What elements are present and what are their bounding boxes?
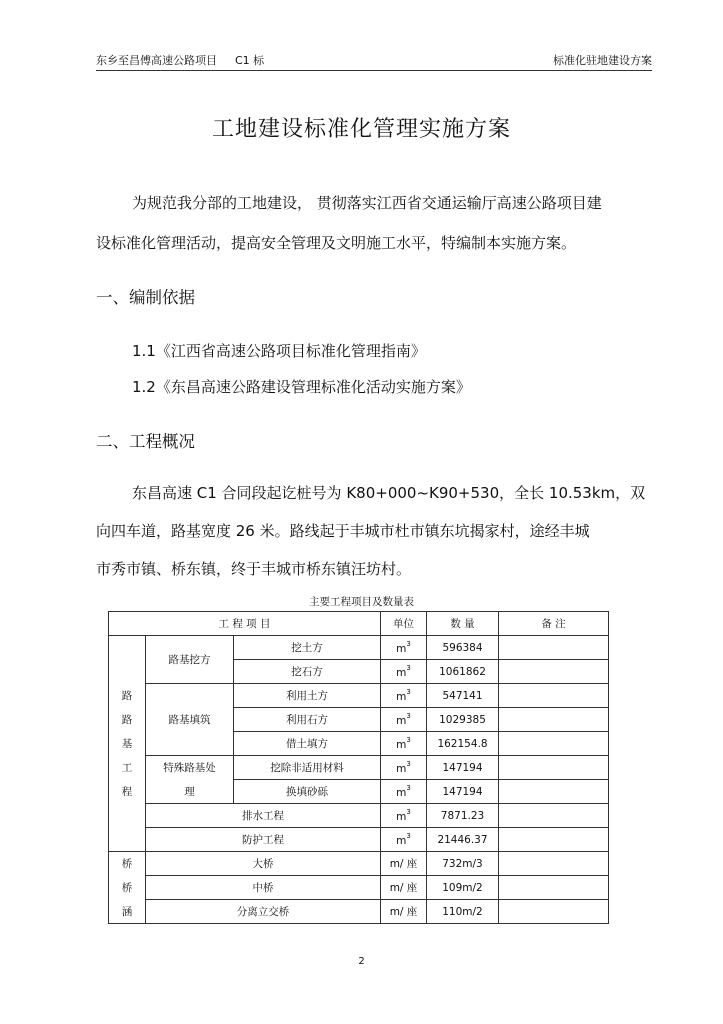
qty-cell: 596384 xyxy=(427,636,499,660)
item-name: 中桥 xyxy=(146,876,381,900)
table-row xyxy=(109,780,609,804)
category-char: 桥 xyxy=(109,876,146,900)
unit-cell: $m^3$ xyxy=(381,828,427,852)
table-row xyxy=(109,852,609,876)
qty-cell: 109m/2 xyxy=(427,876,499,900)
intro-line-2: 设标准化管理活动，提高安全管理及文明施工水平，特编制本实施方案。 xyxy=(96,234,577,252)
group-special-line-2: 理 xyxy=(146,780,234,804)
overview-line-1: 东昌高速 C1 合同段起讫桩号为 K80+000~K90+530，全长 10.53km，双 xyxy=(132,484,646,502)
group-special-line-1: 特殊路基处 xyxy=(146,756,234,780)
page-number: 2 xyxy=(358,956,365,967)
item-name: 利用石方 xyxy=(234,708,381,732)
qty-cell: 547141 xyxy=(427,684,499,708)
qty-cell: 147194 xyxy=(427,780,499,804)
item-name: 换填砂砾 xyxy=(234,780,381,804)
table-row xyxy=(109,876,609,900)
section-heading-basis: 一、编制依据 xyxy=(96,288,195,307)
category-char: 工 xyxy=(109,756,146,780)
header-contract-code: C1 标 xyxy=(235,54,265,67)
table-caption: 主要工程项目及数量表 xyxy=(309,596,414,608)
table-row xyxy=(109,636,609,660)
group-excavation: 路基挖方 xyxy=(146,636,234,684)
item-name: 大桥 xyxy=(146,852,381,876)
unit-cell: m/ 座 xyxy=(381,900,427,924)
qty-cell: 1061862 xyxy=(427,660,499,684)
unit-cell: $m^3$ xyxy=(381,732,427,756)
qty-cell: 162154.8 xyxy=(427,732,499,756)
basis-item-1: 1.1《江西省高速公路项目标准化管理指南》 xyxy=(132,342,426,360)
header-qty: 数 量 xyxy=(427,612,499,636)
unit-cell: m/ 座 xyxy=(381,876,427,900)
header-left xyxy=(96,52,264,68)
header-note: 备 注 xyxy=(499,612,609,636)
item-name: 防护工程 xyxy=(146,828,381,852)
overview-line-3: 市秀市镇、桥东镇，终于丰城市桥东镇汪坊村。 xyxy=(96,560,412,578)
header-unit: 单位 xyxy=(381,612,427,636)
unit-cell: $m^3$ xyxy=(381,660,427,684)
qty-cell: 732m/3 xyxy=(427,852,499,876)
unit-cell: $m^3$ xyxy=(381,756,427,780)
item-name: 借土填方 xyxy=(234,732,381,756)
table-row xyxy=(109,756,609,780)
item-name: 挖除非适用材料 xyxy=(234,756,381,780)
qty-cell: 21446.37 xyxy=(427,828,499,852)
page-header xyxy=(96,52,652,71)
table-row xyxy=(109,684,609,708)
category-char: 路 xyxy=(109,684,146,708)
category-char: 涵 xyxy=(109,900,146,924)
unit-cell: m/ 座 xyxy=(381,852,427,876)
qty-cell: 1029385 xyxy=(427,708,499,732)
item-name: 挖土方 xyxy=(234,636,381,660)
table-row xyxy=(109,828,609,852)
item-name: 排水工程 xyxy=(146,804,381,828)
table-row xyxy=(109,804,609,828)
table-header-row xyxy=(109,612,609,636)
category-char: 程 xyxy=(109,780,146,804)
intro-line-1: 为规范我分部的工地建设， 贯彻落实江西省交通运输厅高速公路项目建 xyxy=(132,194,602,212)
basis-item-2: 1.2《东昌高速公路建设管理标准化活动实施方案》 xyxy=(132,378,471,396)
qty-cell: 7871.23 xyxy=(427,804,499,828)
category-char: 路 xyxy=(109,708,146,732)
item-name: 分离立交桥 xyxy=(146,900,381,924)
unit-cell: $m^3$ xyxy=(381,780,427,804)
unit-cell: $m^3$ xyxy=(381,708,427,732)
item-name: 利用土方 xyxy=(234,684,381,708)
unit-cell: $m^3$ xyxy=(381,804,427,828)
group-filling: 路基填筑 xyxy=(146,684,234,756)
unit-cell: $m^3$ xyxy=(381,684,427,708)
category-char: 桥 xyxy=(109,852,146,876)
overview-line-2: 向四车道，路基宽度 26 米。路线起于丰城市杜市镇东坑揭家村，途经丰城 xyxy=(96,522,590,540)
table-row xyxy=(109,900,609,924)
qty-cell: 110m/2 xyxy=(427,900,499,924)
category-char: 基 xyxy=(109,732,146,756)
header-project: 东乡至昌傅高速公路项目 xyxy=(96,54,217,67)
unit-cell: $m^3$ xyxy=(381,636,427,660)
header-item: 工 程 项 目 xyxy=(109,612,381,636)
item-name: 挖石方 xyxy=(234,660,381,684)
quantities-table xyxy=(108,611,609,924)
qty-cell: 147194 xyxy=(427,756,499,780)
header-right: 标准化驻地建设方案 xyxy=(553,54,652,67)
document-title: 工地建设标准化管理实施方案 xyxy=(211,117,511,142)
section-heading-overview: 二、工程概况 xyxy=(96,432,195,451)
